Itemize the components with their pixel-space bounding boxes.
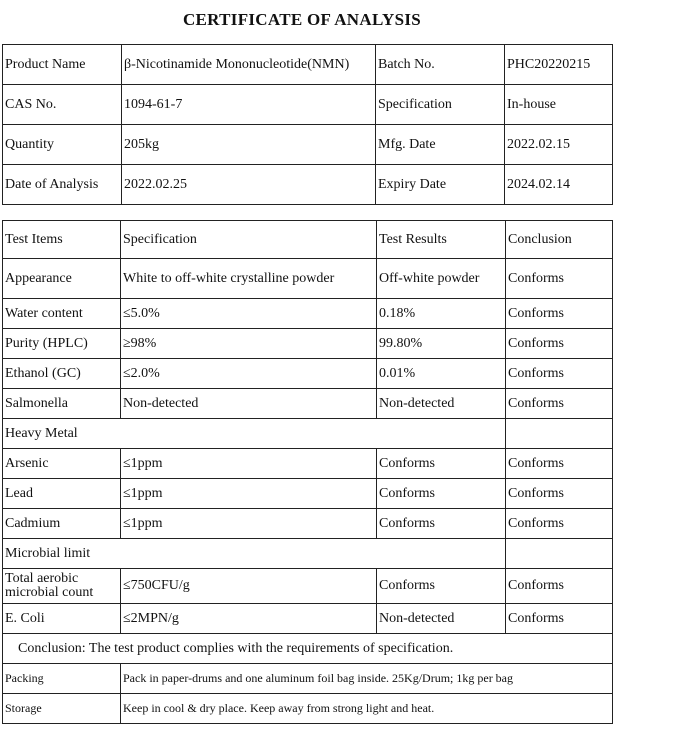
test-conclusion: Conforms — [506, 359, 613, 389]
table-row — [3, 389, 613, 419]
test-conclusion: Conforms — [506, 329, 613, 359]
column-header: Test Items — [3, 221, 121, 259]
test-spec: ≤750CFU/g — [121, 569, 377, 604]
test-result: Non-detected — [377, 389, 506, 419]
product-info-table — [2, 44, 613, 205]
empty-cell — [506, 419, 613, 449]
quantity-value: 205kg — [122, 125, 376, 165]
packing-label: Packing — [3, 664, 121, 694]
expiry-date-label: Expiry Date — [376, 165, 505, 205]
test-item: Appearance — [3, 259, 121, 299]
section-row — [3, 419, 613, 449]
info-row — [3, 165, 613, 205]
test-spec: White to off-white crystalline powder — [121, 259, 377, 299]
test-result: Conforms — [377, 449, 506, 479]
test-item: E. Coli — [3, 604, 121, 634]
test-item: Lead — [3, 479, 121, 509]
test-result: Conforms — [377, 569, 506, 604]
storage-row — [3, 694, 613, 724]
table-row — [3, 509, 613, 539]
test-spec: ≥98% — [121, 329, 377, 359]
test-result: 99.80% — [377, 329, 506, 359]
test-item: Salmonella — [3, 389, 121, 419]
table-row — [3, 299, 613, 329]
mfg-date-value: 2022.02.15 — [505, 125, 613, 165]
test-item: Water content — [3, 299, 121, 329]
test-result: 0.01% — [377, 359, 506, 389]
batch-value: PHC20220215 — [505, 45, 613, 85]
test-result: Conforms — [377, 509, 506, 539]
table-row — [3, 359, 613, 389]
test-item: Purity (HPLC) — [3, 329, 121, 359]
test-spec: ≤2.0% — [121, 359, 377, 389]
section-heading-microbial-limit: Microbial limit — [3, 539, 506, 569]
cas-label: CAS No. — [3, 85, 122, 125]
packing-value: Pack in paper-drums and one aluminum foil bag inside. 25Kg/Drum; 1kg per bag — [121, 664, 613, 694]
test-conclusion: Conforms — [506, 569, 613, 604]
section-row — [3, 539, 613, 569]
column-header: Conclusion — [506, 221, 613, 259]
batch-label: Batch No. — [376, 45, 505, 85]
table-row — [3, 479, 613, 509]
section-heading-heavy-metal: Heavy Metal — [3, 419, 506, 449]
mfg-date-label: Mfg. Date — [376, 125, 505, 165]
test-result: Non-detected — [377, 604, 506, 634]
conclusion-row — [3, 634, 613, 664]
test-item: Total aerobic microbial count — [3, 569, 121, 604]
table-row — [3, 604, 613, 634]
table-row — [3, 329, 613, 359]
specification-value: In-house — [505, 85, 613, 125]
test-item: Ethanol (GC) — [3, 359, 121, 389]
cas-value: 1094-61-7 — [122, 85, 376, 125]
column-header: Test Results — [377, 221, 506, 259]
conclusion-statement: Conclusion: The test product complies with the requirements of specification. — [3, 634, 613, 664]
test-conclusion: Conforms — [506, 299, 613, 329]
product-name-value: β-Nicotinamide Mononucleotide(NMN) — [122, 45, 376, 85]
info-row — [3, 85, 613, 125]
analysis-date-label: Date of Analysis — [3, 165, 122, 205]
table-row — [3, 259, 613, 299]
empty-cell — [506, 539, 613, 569]
product-name-label: Product Name — [3, 45, 122, 85]
analysis-date-value: 2022.02.25 — [122, 165, 376, 205]
test-conclusion: Conforms — [506, 509, 613, 539]
info-row — [3, 45, 613, 85]
column-header: Specification — [121, 221, 377, 259]
storage-label: Storage — [3, 694, 121, 724]
test-spec: ≤1ppm — [121, 449, 377, 479]
test-result: Conforms — [377, 479, 506, 509]
expiry-date-value: 2024.02.14 — [505, 165, 613, 205]
quantity-label: Quantity — [3, 125, 122, 165]
table-row — [3, 569, 613, 604]
test-item: Arsenic — [3, 449, 121, 479]
test-conclusion: Conforms — [506, 479, 613, 509]
test-spec: ≤5.0% — [121, 299, 377, 329]
test-conclusion: Conforms — [506, 604, 613, 634]
test-results-table — [2, 220, 613, 724]
table-row — [3, 449, 613, 479]
test-spec: ≤2MPN/g — [121, 604, 377, 634]
test-spec: ≤1ppm — [121, 509, 377, 539]
table-header-row — [3, 221, 613, 259]
document-title: CERTIFICATE OF ANALYSIS — [182, 10, 422, 29]
test-spec: ≤1ppm — [121, 479, 377, 509]
storage-value: Keep in cool & dry place. Keep away from strong light and heat. — [121, 694, 613, 724]
test-item: Cadmium — [3, 509, 121, 539]
test-conclusion: Conforms — [506, 449, 613, 479]
test-result: 0.18% — [377, 299, 506, 329]
test-conclusion: Conforms — [506, 389, 613, 419]
test-conclusion: Conforms — [506, 259, 613, 299]
test-spec: Non-detected — [121, 389, 377, 419]
packing-row — [3, 664, 613, 694]
test-result: Off-white powder — [377, 259, 506, 299]
specification-label: Specification — [376, 85, 505, 125]
info-row — [3, 125, 613, 165]
